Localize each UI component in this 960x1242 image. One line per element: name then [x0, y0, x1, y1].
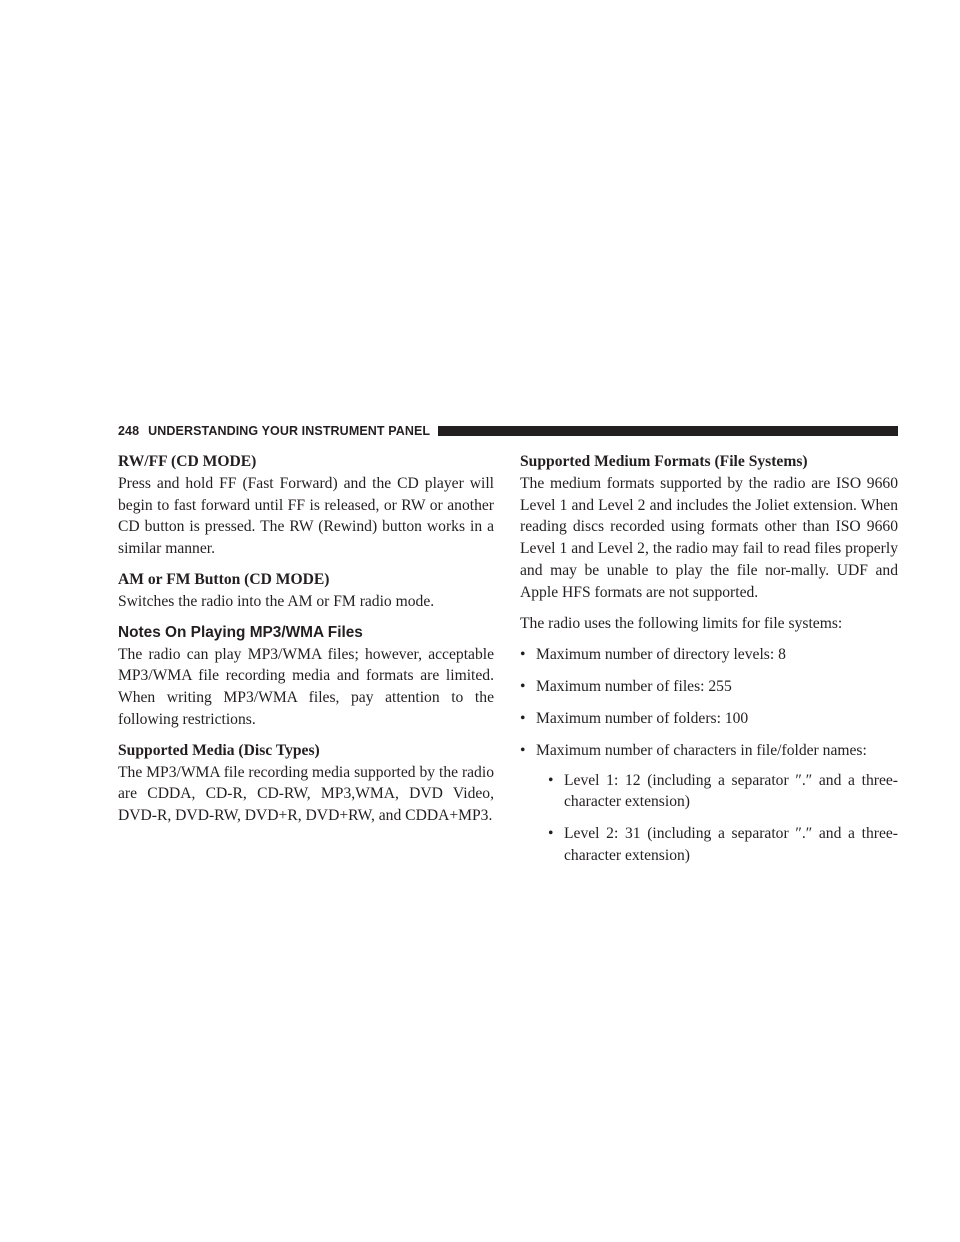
section-title: UNDERSTANDING YOUR INSTRUMENT PANEL	[148, 424, 431, 438]
right-column	[520, 451, 898, 877]
limits-list	[520, 644, 898, 866]
rwff-heading: RW/FF (CD MODE)	[118, 453, 257, 470]
list-item	[520, 644, 898, 666]
list-item-text: Level 2: 31 (including a separator ″.″ and a three-character extension)	[564, 825, 898, 864]
amfm-text: Switches the radio into the AM or FM radio mode.	[118, 592, 435, 610]
bullet-icon: •	[548, 771, 554, 789]
limits-section	[520, 613, 898, 867]
list-item-text: Maximum number of files: 255	[536, 678, 732, 696]
notes-heading: Notes On Playing MP3/WMA Files	[118, 623, 363, 641]
media-section	[118, 740, 494, 827]
list-item	[520, 740, 898, 867]
bullet-icon: •	[520, 678, 526, 696]
page-header	[118, 422, 898, 440]
list-item-text: Maximum number of directory levels: 8	[536, 646, 786, 664]
list-item-text: Maximum number of folders: 100	[536, 709, 749, 727]
bullet-icon: •	[520, 646, 526, 664]
formats-section	[520, 451, 898, 604]
amfm-section	[118, 569, 494, 613]
notes-text: The radio can play MP3/WMA files; however, acceptable MP3/WMA file recording media and formats are limited. When writing MP3/WMA files, pay attention to the following restrictions.	[118, 645, 494, 728]
list-item	[548, 770, 898, 814]
list-item-text: Maximum number of characters in file/folder names:	[536, 741, 867, 759]
rwff-section	[118, 451, 494, 560]
media-heading: Supported Media (Disc Types)	[118, 741, 320, 759]
media-text: The MP3/WMA file recording media supported by the radio are CDDA, CD-R, CD-RW, MP3,WMA, DVD Video, DVD-R, DVD-RW, DVD+R, DVD+RW, and CDDA+MP3.	[118, 763, 494, 825]
page-number: 248	[118, 424, 140, 438]
bullet-icon: •	[520, 709, 526, 727]
amfm-heading: AM or FM Button (CD MODE)	[118, 570, 330, 588]
list-item	[520, 708, 898, 730]
header-rule	[438, 426, 898, 436]
limits-intro: The radio uses the following limits for file systems:	[520, 614, 843, 632]
list-item-text: Level 1: 12 (including a separator ″.″ and a three-character extension)	[564, 771, 898, 811]
sub-limits-list	[536, 770, 898, 867]
list-item	[520, 676, 898, 698]
formats-heading: Supported Medium Formats (File Systems)	[520, 453, 808, 470]
list-item	[548, 823, 898, 867]
bullet-icon: •	[520, 741, 526, 759]
formats-text: The medium formats supported by the radio are ISO 9660 Level 1 and Level 2 and includes the Joliet extension. When reading discs recorded using formats other than ISO 9660 Level 1 and Level 2, the radio may fail to read files properly and may be unable to play the file nor-mally. UDF and Apple HFS formats are not supported.	[520, 474, 898, 601]
rwff-text: Press and hold FF (Fast Forward) and the CD player will begin to fast forward until FF is released, or RW or another CD button is pressed. The RW (Rewind) button works in a similar manner.	[118, 474, 494, 558]
notes-section	[118, 622, 494, 731]
bullet-icon: •	[548, 825, 554, 843]
left-column	[118, 451, 494, 836]
